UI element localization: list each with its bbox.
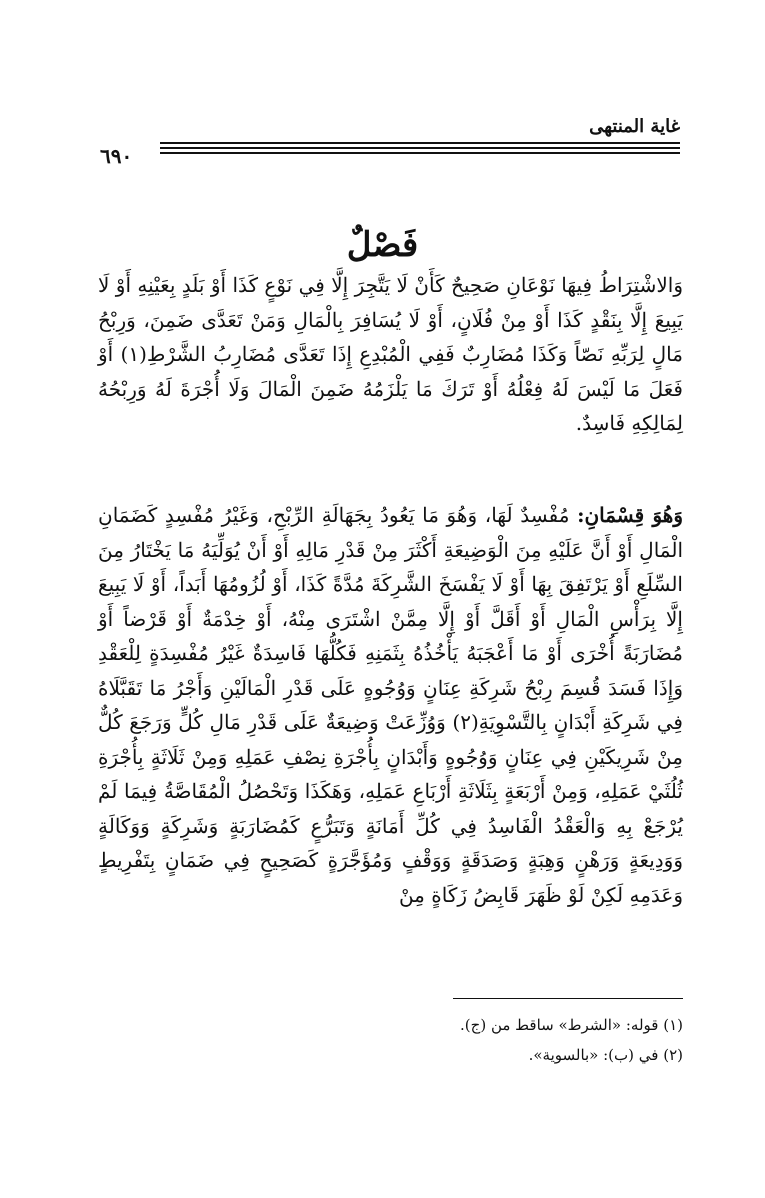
- section-title: فَصْلٌ: [346, 225, 419, 265]
- body-paragraph-1: وَالاشْتِرَاطُ فِيهَا نَوْعَانِ صَحِيحٌ كَأَنْ لَا يَتَّجِرَ إِلَّا فِي نَوْعٍ كَذَا أَوْ بَلَدٍ بِعَيْنِهِ أَوْ لَا يَبِيعَ إِلَّا بِنَقْدٍ كَذَا أَوْ مِنْ فُلَانٍ، أَوْ لَا يُسَافِرَ بِالْمَالِ وَمَنْ تَعَدَّى ضَمِنَ، وَرِبْحُ مَالٍ لِرَبِّهِ نَصّاً وَكَذَا مُضَارِبٌ فَفِي الْمُبْدِعِ إِذَا تَعَدَّى مُضَارِبُ الشَّرْطِ(١) أَوْ فَعَلَ مَا لَيْسَ لَهُ فِعْلُهُ أَوْ تَرَكَ مَا يَلْزَمُهُ ضَمِنَ الْمَالَ وَلَا أُجْرَةَ لَهُ وَرِبْحُهُ لِمَالِكِهِ فَاسِدٌ.: [98, 273, 683, 435]
- page-header: [100, 108, 680, 168]
- footnote-1: (١) قوله: «الشرط» ساقط من (ج).: [460, 1016, 683, 1034]
- paragraph-text: مُفْسِدٌ لَهَا، وَهُوَ مَا يَعُودُ بِجَهَالَةِ الرِّبْحِ، وَغَيْرُ مُفْسِدٍ كَضَمَانِ الْمَالِ أَوْ أَنَّ عَلَيْهِ مِنَ الْوَضِيعَةِ أَكْثَرَ مِنْ قَدْرِ مَالِهِ أَوْ أَنْ يُوَلِّيَهُ مَا يَخْتَارُ مِنَ السِّلَعِ أَوْ يَرْتَفِقَ بِهَا أَوْ لَا يَفْسَخَ الشَّرِكَةَ مُدَّةً كَذَا، أَوْ لُزُومُهَا أَبَداً، أَوْ لَا يَبِيعَ إِلَّا بِرَأْسِ الْمَالِ أَوْ أَقَلَّ أَوْ إِلَّا مِمَّنْ اشْتَرَى مِنْهُ، أَوْ خِدْمَةٌ أَوْ قَرْضاً أَوْ مُضَارَبَةً أُخْرَى أَوْ مَا أَعْجَبَهُ يَأْخُذُهُ بِثَمَنِهِ فَكُلُّهَا فَاسِدَةٌ غَيْرُ مُفْسِدَةٍ لِلْعَقْدِ وَإِذَا فَسَدَ قُسِمَ رِبْحُ شَرِكَةِ عِنَانٍ وَوُجُوهٍ عَلَى قَدْرِ الْمَالَيْنِ وَأَجْرُ مَا تَقَبَّلَاهُ فِي شَرِكَةِ أَبْدَانٍ بِالتَّسْوِيَةِ(٢) وَوُزِّعَتْ وَضِيعَةٌ عَلَى قَدْرِ مَالِ كُلٍّ وَرَجَعَ كُلٌّ مِنْ شَرِيكَيْنِ فِي عِنَانٍ وَوُجُوهٍ وَأَبْدَانٍ بِأُجْرَةِ نِصْفِ عَمَلِهِ وَمِنْ ثَلَاثَةٍ بِأُجْرَةِ ثُلُثَيْ عَمَلِهِ، وَمِنْ أَرْبَعَةٍ بِثَلَاثَةِ أَرْبَاعِ عَمَلِهِ، وَهَكَذَا وَتَحْصُلُ الْمُقَاصَّةُ فِيمَا لَمْ يُرْجَعْ بِهِ وَالْعَقْدُ الْفَاسِدُ فِي كُلِّ أَمَانَةٍ وَتَبَرُّعٍ كَمُضَارَبَةٍ وَشَرِكَةٍ وَوَكَالَةٍ وَوَدِيعَةٍ وَرَهْنٍ وَهِبَةٍ وَصَدَقَةٍ وَوَقْفٍ وَمُؤَجَّرَةٍ كَصَحِيحٍ فِي ضَمَانٍ بِتَفْرِيطٍ وَعَدَمِهِ لَكِنْ لَوْ ظَهَرَ قَابِضُ زَكَاةٍ مِنْ: [98, 503, 683, 907]
- book-title: غاية المنتهى: [589, 116, 680, 137]
- paragraph-lead: وَهُوَ قِسْمَانِ:: [577, 503, 683, 527]
- footnote-2: (٢) في (ب): «بالسوية».: [528, 1046, 683, 1064]
- header-rule: [160, 142, 680, 154]
- footnote-divider: [453, 998, 683, 999]
- footnotes: [123, 1010, 683, 1070]
- body-paragraph-2: [98, 498, 683, 912]
- page-number: ٦٩٠: [100, 144, 133, 168]
